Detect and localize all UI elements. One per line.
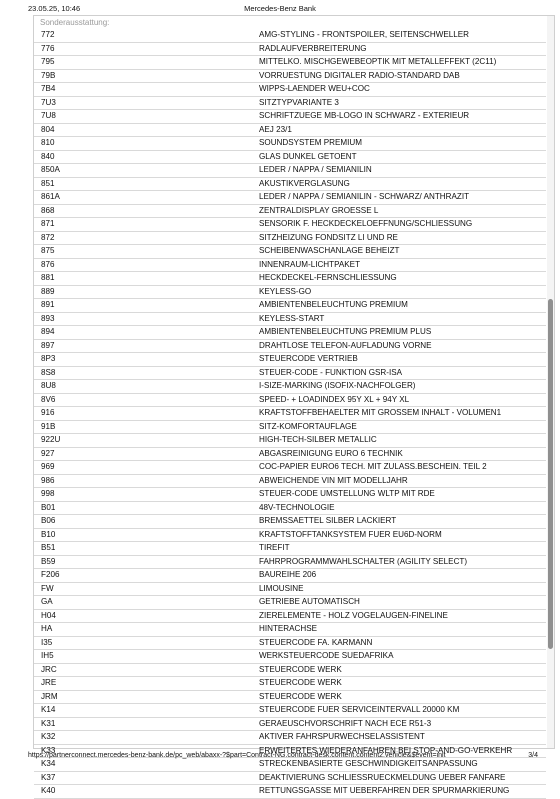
table-row bbox=[34, 110, 546, 124]
table-row bbox=[34, 610, 546, 624]
option-description: BREMSSAETTEL SILBER LACKIERT bbox=[259, 516, 397, 525]
option-code: 851 bbox=[41, 178, 55, 188]
table-row bbox=[34, 583, 546, 597]
option-description: WERKSTEUERCODE SUEDAFRIKA bbox=[259, 651, 394, 660]
table-row bbox=[34, 164, 546, 178]
option-description: RETTUNGSGASSE MIT UEBERFAHREN DER SPURMARKIERUNG bbox=[259, 786, 510, 795]
table-row bbox=[34, 556, 546, 570]
option-code: 872 bbox=[41, 232, 55, 242]
option-code: K40 bbox=[41, 786, 56, 795]
scrollbar[interactable] bbox=[547, 16, 554, 748]
scrollbar-thumb[interactable] bbox=[548, 299, 553, 649]
option-description: DRAHTLOSE TELEFON-AUFLADUNG VORNE bbox=[259, 340, 432, 350]
table-row bbox=[34, 151, 546, 165]
option-code: I35 bbox=[41, 637, 53, 647]
table-row bbox=[34, 461, 546, 475]
table-row bbox=[34, 272, 546, 286]
table-row bbox=[34, 637, 546, 651]
option-code: F206 bbox=[41, 570, 60, 579]
table-row bbox=[34, 56, 546, 70]
option-description: STEUERCODE WERK bbox=[259, 691, 342, 701]
option-code: 7B4 bbox=[41, 84, 56, 93]
option-code: 897 bbox=[41, 340, 55, 350]
option-code: H04 bbox=[41, 610, 56, 620]
option-description: INNENRAUM-LICHTPAKET bbox=[259, 259, 361, 269]
option-code: K33 bbox=[41, 745, 56, 755]
table-row bbox=[34, 502, 546, 516]
table-row bbox=[34, 299, 546, 313]
option-description: GERAEUSCHVORSCHRIFT NACH ECE R51-3 bbox=[259, 718, 432, 728]
option-code: 8P3 bbox=[41, 354, 56, 363]
option-code: 889 bbox=[41, 286, 55, 296]
table-row bbox=[34, 326, 546, 340]
option-code: 876 bbox=[41, 259, 55, 269]
option-code: 893 bbox=[41, 313, 55, 323]
option-description: GLAS DUNKEL GETOENT bbox=[259, 151, 357, 161]
option-description: AEJ 23/1 bbox=[259, 124, 292, 134]
option-code: HA bbox=[41, 624, 53, 633]
option-code: 998 bbox=[41, 489, 55, 498]
option-description: ERWEITERTES WIEDERANFAHREN BEI STOP-AND-GO-VERKEHR bbox=[259, 745, 513, 755]
option-description: WIPPS-LAENDER WEU+COC bbox=[259, 84, 370, 93]
table-row bbox=[34, 772, 546, 786]
option-description: HIGH-TECH-SILBER METALLIC bbox=[259, 435, 377, 444]
option-description: AMBIENTENBELEUCHTUNG PREMIUM bbox=[259, 300, 408, 309]
table-row bbox=[34, 43, 546, 57]
option-description: SITZHEIZUNG FONDSITZ LI UND RE bbox=[259, 232, 398, 242]
option-code: 8S8 bbox=[41, 367, 56, 377]
page-url: https://partnerconnect.mercedes-benz-bank.de/pc_web/abaxx-?$part=Contract-NG.contract-desk.content.content2.vehicle&$event=init bbox=[28, 752, 446, 759]
option-description: LEDER / NAPPA / SEMIANILIN bbox=[259, 165, 372, 174]
option-code: 881 bbox=[41, 273, 55, 282]
page-number: 3/4 bbox=[528, 752, 538, 759]
option-code: 810 bbox=[41, 138, 55, 147]
option-code: 776 bbox=[41, 43, 55, 53]
option-code: 871 bbox=[41, 219, 55, 228]
option-description: STRECKENBASIERTE GESCHWINDIGKEITSANPASSUNG bbox=[259, 759, 478, 768]
table-row bbox=[34, 515, 546, 529]
table-row bbox=[34, 286, 546, 300]
table-row bbox=[34, 731, 546, 745]
option-code: K34 bbox=[41, 759, 56, 768]
option-code: IH5 bbox=[41, 651, 54, 660]
page-title: Mercedes-Benz Bank bbox=[244, 4, 316, 13]
option-code: 986 bbox=[41, 475, 55, 485]
option-code: GA bbox=[41, 597, 53, 606]
table-row bbox=[34, 475, 546, 489]
table-row bbox=[34, 367, 546, 381]
option-code: K32 bbox=[41, 732, 56, 741]
option-code: K37 bbox=[41, 772, 56, 782]
option-description: ZIERELEMENTE - HOLZ VOGELAUGEN-FINELINE bbox=[259, 610, 448, 620]
option-code: 8V6 bbox=[41, 394, 56, 404]
option-code: 891 bbox=[41, 300, 55, 309]
option-code: FW bbox=[41, 583, 54, 593]
option-description: RADLAUFVERBREITERUNG bbox=[259, 43, 367, 53]
option-description: SOUNDSYSTEM PREMIUM bbox=[259, 138, 362, 147]
table-row bbox=[34, 664, 546, 678]
option-code: JRE bbox=[41, 678, 57, 687]
option-code: B06 bbox=[41, 516, 56, 525]
option-description: 48V-TECHNOLOGIE bbox=[259, 502, 335, 512]
option-code: K14 bbox=[41, 705, 56, 714]
table-row bbox=[34, 623, 546, 637]
table-row bbox=[34, 407, 546, 421]
option-description: HINTERACHSE bbox=[259, 624, 318, 633]
option-description: AMG-STYLING - FRONTSPOILER, SEITENSCHWELLER bbox=[259, 30, 470, 39]
table-row bbox=[34, 785, 546, 799]
option-code: 969 bbox=[41, 462, 55, 471]
option-description: ABWEICHENDE VIN MIT MODELLJAHR bbox=[259, 475, 408, 485]
option-code: 840 bbox=[41, 151, 55, 161]
option-description: SCHRIFTZUEGE MB-LOGO IN SCHWARZ - EXTERIEUR bbox=[259, 111, 470, 120]
option-code: 875 bbox=[41, 246, 55, 255]
option-code: 7U8 bbox=[41, 111, 56, 120]
option-code: B01 bbox=[41, 502, 56, 512]
table-row bbox=[34, 191, 546, 205]
option-description: ABGASREINIGUNG EURO 6 TECHNIK bbox=[259, 448, 403, 458]
option-code: 7U3 bbox=[41, 97, 56, 107]
table-row bbox=[34, 421, 546, 435]
table-row bbox=[34, 205, 546, 219]
option-code: 922U bbox=[41, 435, 61, 444]
option-code: 894 bbox=[41, 327, 55, 336]
table-row bbox=[34, 97, 546, 111]
table-row bbox=[34, 353, 546, 367]
option-code: 804 bbox=[41, 124, 55, 134]
option-description: MITTELKO. MISCHGEWEBEOPTIK MIT METALLEFFEKT (2C11) bbox=[259, 57, 497, 66]
option-description: AKTIVER FAHRSPURWECHSELASSISTENT bbox=[259, 732, 425, 741]
table-row bbox=[34, 704, 546, 718]
option-description: KRAFTSTOFFBEHAELTER MIT GROSSEM INHALT - VOLUMEN1 bbox=[259, 408, 502, 417]
option-description: STEUERCODE FA. KARMANN bbox=[259, 637, 373, 647]
equipment-table bbox=[34, 29, 546, 799]
option-description: BAUREIHE 206 bbox=[259, 570, 317, 579]
table-row bbox=[34, 542, 546, 556]
option-description: AMBIENTENBELEUCHTUNG PREMIUM PLUS bbox=[259, 327, 432, 336]
option-code: JRM bbox=[41, 691, 58, 701]
table-row bbox=[34, 650, 546, 664]
option-description: SITZTYPVARIANTE 3 bbox=[259, 97, 339, 107]
table-row bbox=[34, 691, 546, 705]
option-code: 861A bbox=[41, 192, 60, 201]
table-row bbox=[34, 259, 546, 273]
option-code: 8U8 bbox=[41, 381, 56, 390]
option-code: B51 bbox=[41, 543, 56, 552]
table-row bbox=[34, 718, 546, 732]
option-description: SCHEIBENWASCHANLAGE BEHEIZT bbox=[259, 246, 400, 255]
option-code: 772 bbox=[41, 30, 55, 39]
option-code: 927 bbox=[41, 448, 55, 458]
option-description: TIREFIT bbox=[259, 543, 290, 552]
option-description: STEUERCODE VERTRIEB bbox=[259, 354, 358, 363]
option-description: STEUERCODE WERK bbox=[259, 664, 342, 674]
option-description: KEYLESS-GO bbox=[259, 286, 312, 296]
table-row bbox=[34, 70, 546, 84]
print-footer bbox=[0, 752, 560, 764]
table-row bbox=[34, 394, 546, 408]
table-row bbox=[34, 178, 546, 192]
option-code: 916 bbox=[41, 408, 55, 417]
option-description: FAHRPROGRAMMWAHLSCHALTER (AGILITY SELECT) bbox=[259, 556, 468, 566]
option-description: AKUSTIKVERGLASUNG bbox=[259, 178, 350, 188]
table-row bbox=[34, 218, 546, 232]
table-row bbox=[34, 488, 546, 502]
option-description: KRAFTSTOFFTANKSYSTEM FUER EU6D-NORM bbox=[259, 529, 442, 539]
print-date: 23.05.25, 10:46 bbox=[28, 4, 81, 13]
option-description: SENSORIK F. HECKDECKELOEFFNUNG/SCHLIESSUNG bbox=[259, 219, 473, 228]
option-code: 850A bbox=[41, 165, 60, 174]
table-row bbox=[34, 434, 546, 448]
option-description: LEDER / NAPPA / SEMIANILIN - SCHWARZ/ ANTHRAZIT bbox=[259, 192, 470, 201]
option-description: DEAKTIVIERUNG SCHLIESSRUECKMELDUNG UEBER FANFARE bbox=[259, 772, 506, 782]
section-label: Sonderausstattung: bbox=[40, 18, 110, 27]
option-description: I-SIZE-MARKING (ISOFIX-NACHFOLGER) bbox=[259, 381, 416, 390]
option-description: STEUER-CODE - FUNKTION GSR-ISA bbox=[259, 367, 402, 377]
table-row bbox=[34, 340, 546, 354]
table-row bbox=[34, 448, 546, 462]
option-description: ZENTRALDISPLAY GROESSE L bbox=[259, 205, 379, 215]
table-row bbox=[34, 380, 546, 394]
option-code: 91B bbox=[41, 421, 56, 431]
option-description: KEYLESS-START bbox=[259, 313, 325, 323]
option-description: COC-PAPIER EURO6 TECH. MIT ZULASS.BESCHEIN. TEIL 2 bbox=[259, 462, 487, 471]
option-description: GETRIEBE AUTOMATISCH bbox=[259, 597, 360, 606]
option-description: STEUERCODE WERK bbox=[259, 678, 342, 687]
table-row bbox=[34, 313, 546, 327]
table-row bbox=[34, 569, 546, 583]
option-code: JRC bbox=[41, 664, 57, 674]
table-row bbox=[34, 245, 546, 259]
option-description: SPEED- + LOADINDEX 95Y XL + 94Y XL bbox=[259, 394, 410, 404]
option-description: LIMOUSINE bbox=[259, 583, 304, 593]
option-code: 79B bbox=[41, 70, 56, 80]
option-description: SITZ-KOMFORTAUFLAGE bbox=[259, 421, 357, 431]
option-description: STEUER-CODE UMSTELLUNG WLTP MIT RDE bbox=[259, 489, 435, 498]
option-code: K31 bbox=[41, 718, 56, 728]
option-code: B10 bbox=[41, 529, 56, 539]
option-code: B59 bbox=[41, 556, 56, 566]
table-row bbox=[34, 124, 546, 138]
table-row bbox=[34, 596, 546, 610]
table-row bbox=[34, 83, 546, 97]
table-row bbox=[34, 137, 546, 151]
table-row bbox=[34, 529, 546, 543]
table-row bbox=[34, 29, 546, 43]
table-row bbox=[34, 677, 546, 691]
option-description: STEUERCODE FUER SERVICEINTERVALL 20000 KM bbox=[259, 705, 460, 714]
option-description: HECKDECKEL-FERNSCHLIESSUNG bbox=[259, 273, 397, 282]
table-row bbox=[34, 232, 546, 246]
option-description: VORRUESTUNG DIGITALER RADIO-STANDARD DAB bbox=[259, 70, 460, 80]
option-code: 795 bbox=[41, 57, 55, 66]
option-code: 868 bbox=[41, 205, 55, 215]
